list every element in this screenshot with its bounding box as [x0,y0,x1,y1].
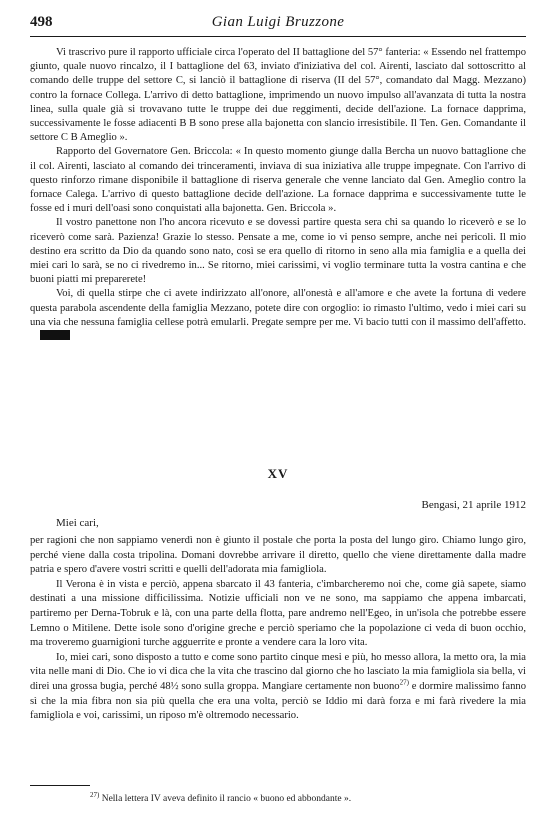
salutation: Miei cari, [56,517,99,529]
paragraph-text: e dormire malissimo fanno sì che la mia fibra non sia più quella che era una volta, perciò se Iddio mi darà forza e mi farà rivedere la mia famigliola e voi, carissimi, un riposo m'è oltremodo necessario. [30,680,526,722]
paragraph: Vi trascrivo pure il rapporto ufficiale circa l'operato del II battaglione del 57° fanteria: « Essendo nel frattempo giunto, quale nuovo rincalzo, il I battaglione del 63, inviato d'iniziativa del col. Airenti, lasciato dal sottoscritto al comando delle truppe del settore C, si lanciò il battaglione di riserva (II del 57°, comandato dal Magg. Mezzano) contro la fornace Collega. L'arrivo di detto battaglione, imprimendo un nuovo impulso all'avanzata di tutta la nostra linea, sulla quale già si trovavano tutte le truppe dei due reggimenti, decide dell'azione. La fornace dapprima, successivamente le fosse adiacenti B B sono prese alla bajonetta con slancio irresistibile. Il Ten. Gen. Comandante il settore C B Ameglio ». [30,47,526,144]
running-head: Gian Luigi Bruzzone [211,14,345,30]
footnote [90,790,526,805]
redaction-mark [40,330,70,340]
header-rule [30,36,526,37]
footnote-ref: 27) [399,678,409,687]
page-header [30,14,526,38]
paragraph [30,651,526,724]
dateline: Bengasi, 21 aprile 1912 [421,499,526,511]
paragraph-with-redaction [30,287,526,344]
paragraph: Rapporto del Governatore Gen. Briccola: « In questo momento giunge dalla Bercha un nuovo battaglione che il col. Airenti, lasciato al comando dei trinceramenti, inviava di sua iniziativa alle truppe impegnate. Con l'arrivo di questo rinforzo rimane disponibile il battaglione di riserva generale che venne lanciato dal Gen. Ameglio contro la fornace Calega. L'arrivo di questo battaglione decide dell'azione. La fornace dapprima e successivamente tutte le fosse ed i muri dell'oasi sono conquistati alla bajonetta. Gen. Briccola ». [30,146,526,215]
footnote-text: Nella lettera IV aveva definito il rancio « buono ed abbondante ». [99,794,352,804]
paragraph-text: Voi, di quella stirpe che ci avete indirizzato all'onore, all'onestà e all'amore e che avete la fortuna di vedere questa parabola ascendente della famiglia Mezzano, potete dire con orgoglio: io rimasto l'ultimo, vedo i miei cari su una via che nessuna famiglia cellese potrà emularli. Pregate sempre per me. Vi bacio tutti con il massimo dell'affetto. [30,288,526,328]
body-text [30,46,526,344]
page-number: 498 [30,14,53,30]
footnote-marker: 27) [90,790,100,799]
paragraph: Il vostro panettone non l'ho ancora ricevuto e se dovessi partire questa sera chi sa quando lo riceverò e se lo riceverò come sarà. Pazienza! Grazie lo stesso. Pensate a me, come io vi penso sempre, anche nei pericoli. Il mio destino era scritto da Dio da quando sono nato, così se era quello di ritorno in seno alla mia famiglia e a quella dei miei cari lo sarà, se no ci rivedremo in... Se ritorno, miei carissimi, vi voglio terminare tutta la vostra cantina e che buoni piatti mi preparerete! [30,217,526,286]
footnote-rule [30,785,90,786]
paragraph: Il Verona è in vista e perciò, appena sbarcato il 43 fanteria, c'imbarcheremo noi che, come già sapete, siamo destinati a una missione difficilissima. Notizie ufficiali non ve ne sono, ma sappiamo che appena imbarcati, partiremo per Derna-Tobruk e là, con una parte della flotta, pare andremo nell'Egeo, in un'isola che potrebbe essere Lemno o Mitilene. Dette isole sono d'origine greche e perciò speriamo che la popolazione ci veda di buon occhio, ma troveremo guarnigioni turche agguerrite e pronte a vendere cara la loro vita. [30,578,526,649]
paragraph-text: Io, miei cari, sono disposto a tutto e come sono partito cinque mesi e più, ho messo allora, la metto ora, la mia vita nelle mani di Dio. Che io vi dica che la vita che trascino dal giorno che ho lasciato la mia famigliola sia bella, vi direi una grossa bugia, perché 48½ sono sulla groppa. Mangiare certamente non buono [30,651,526,692]
chapter-heading: XV [267,466,289,481]
paragraph: per ragioni che non sappiamo venerdì non è giunto il postale che porta la posta del lungo giro. Chiamo lungo giro, perché viene dalla costa tripolina. Domani dovrebbe arrivare il diretto, quello che viene direttamente dalla madre patria e spero d'avere vostri scritti e quelli dell'adorata mia famigliola. [30,535,526,576]
letter [30,498,526,724]
